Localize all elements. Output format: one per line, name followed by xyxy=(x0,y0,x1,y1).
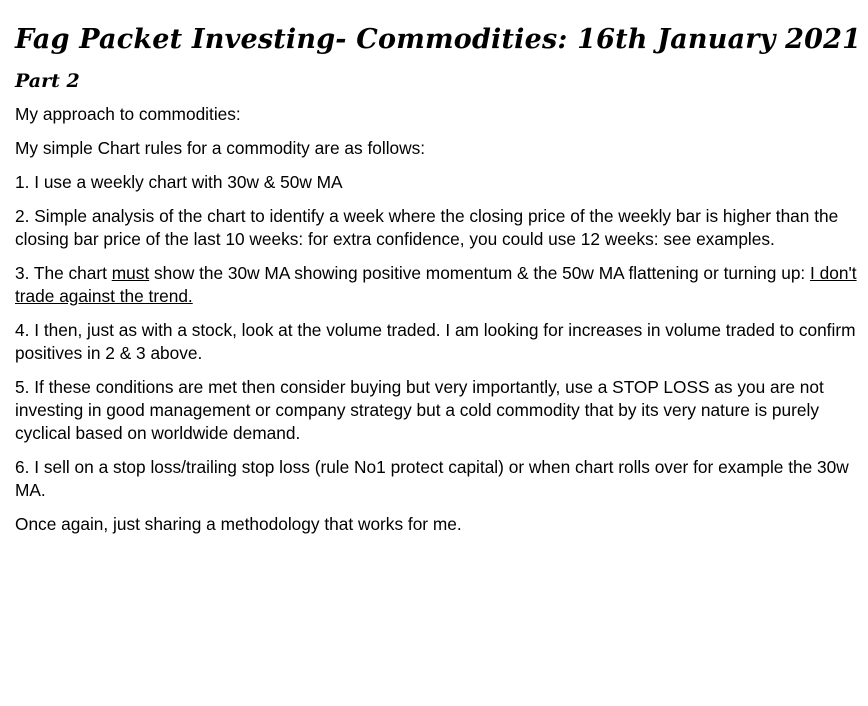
rule-3-paragraph xyxy=(15,262,860,308)
rule-5-paragraph: 5. If these conditions are met then consider buying but very importantly, use a STOP LOSS as you are not investing in good management or company strategy but a cold commodity that by its very nature is purely cyclical based on worldwide demand. xyxy=(15,377,824,443)
rule-3-must-underlined: must xyxy=(111,263,150,283)
rules-intro-paragraph: My simple Chart rules for a commodity are as follows: xyxy=(15,138,426,158)
closing-paragraph: Once again, just sharing a methodology that works for me. xyxy=(15,514,462,534)
rule-3-text-a: 3. The chart xyxy=(15,263,112,283)
document-subtitle: Part 2 xyxy=(15,70,80,92)
document-title: Fag Packet Investing- Commodities: 16th January 2021 xyxy=(15,24,862,55)
rule-4-paragraph: 4. I then, just as with a stock, look at the volume traded. I am looking for increases in volume traded to confirm positives in 2 & 3 above. xyxy=(15,320,856,363)
rule-6-paragraph: 6. I sell on a stop loss/trailing stop loss (rule No1 protect capital) or when chart rolls over for example the 30w MA. xyxy=(15,457,849,500)
intro-paragraph: My approach to commodities: xyxy=(15,104,241,124)
rule-3-trend-underlined: I don't trade against the trend. xyxy=(15,263,857,306)
rule-1-paragraph: 1. I use a weekly chart with 30w & 50w MA xyxy=(15,172,343,192)
document-page xyxy=(15,22,860,547)
rule-2-paragraph: 2. Simple analysis of the chart to identify a week where the closing price of the weekly bar is higher than the closing bar price of the last 10 weeks: for extra confidence, you could use 12 weeks: see examples. xyxy=(15,206,839,249)
rule-3-text-b: show the 30w MA showing positive momentum & the 50w MA flattening or turning up: xyxy=(149,263,811,283)
